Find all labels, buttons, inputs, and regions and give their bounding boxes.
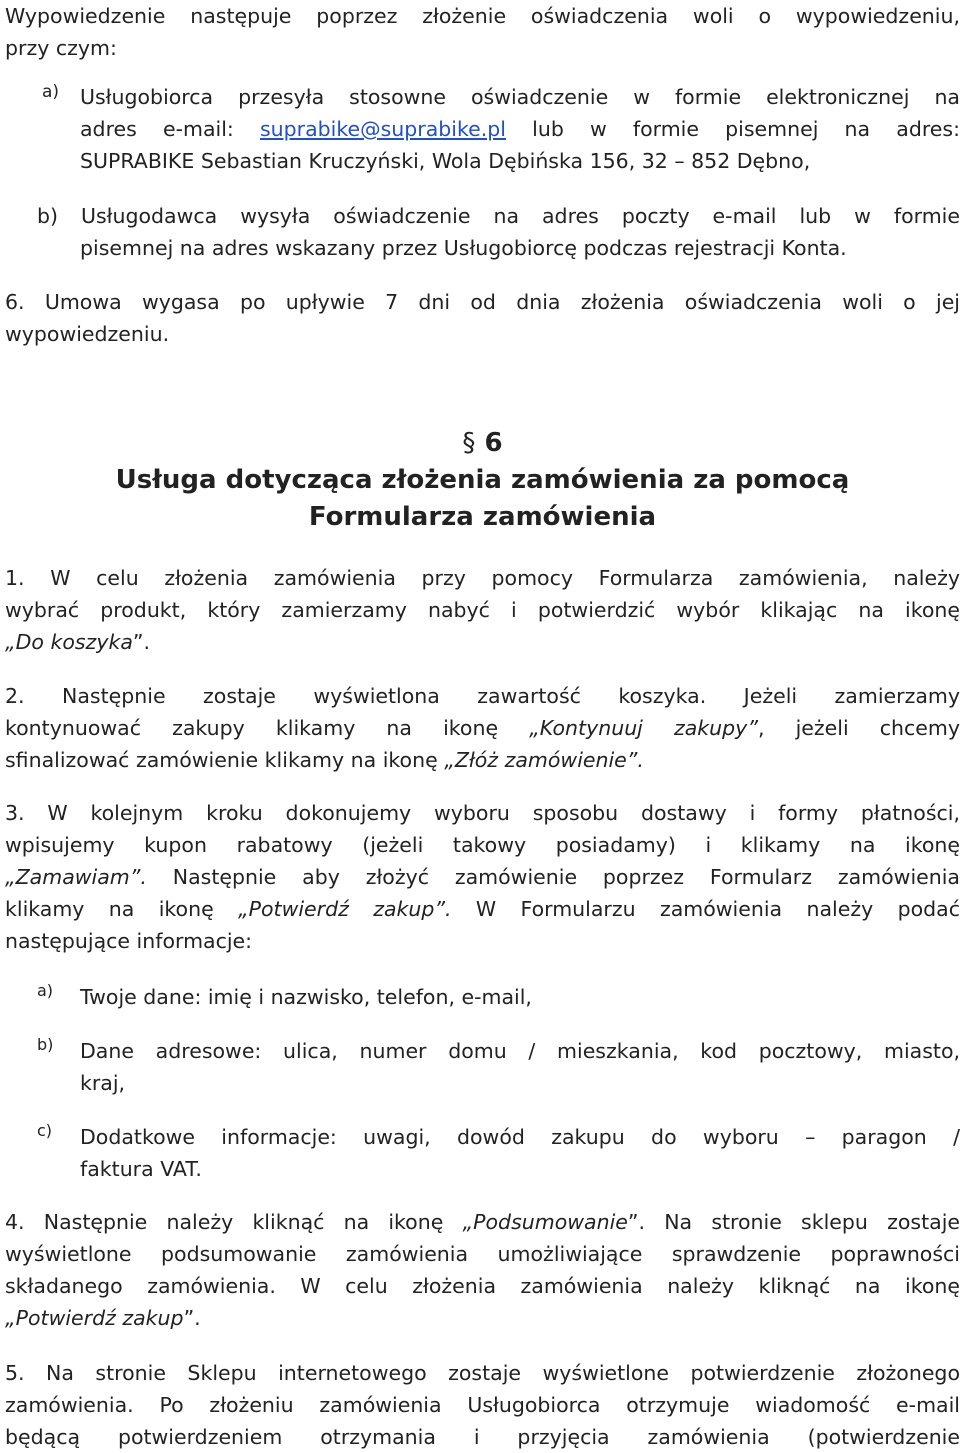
intro-line-1: Wypowiedzenie następuje poprzez złożenie oświadczenia woli o wypowiedzeniu, [5,4,960,28]
p2-line-3: sfinalizować zamówienie klikamy na ikonę „Złóż zamówienie”. [5,748,644,772]
p1-line-3: „Do koszyka”. [5,630,151,654]
item-b-line-2: pisemnej na adres wskazany przez Usługobiorcę podczas rejestracji Konta. [80,236,847,260]
section-title-line-1: Usługa dotycząca złożenia zamówienia za pomocą [115,465,850,495]
p5-line-1: 5. Na stronie Sklepu internetowego zostaje wyświetlone potwierdzenie złożonego [5,1361,960,1385]
list-item-line: Twoje dane: imię i nazwisko, telefon, e-mail, [80,985,532,1009]
list-marker: a) [37,981,54,1000]
paragraph-2 [5,680,960,776]
section-symbol: § [462,428,476,458]
intro-line-2: przy czym: [5,36,117,60]
order-info-item-a [5,981,960,1013]
termination-option-a [5,81,960,177]
list-marker: b) [37,1035,54,1054]
p3-line-3: „Zamawiam”. Następnie aby złożyć zamówienie poprzez Formularz zamówienia [5,865,960,889]
paragraph-4 [5,1206,960,1334]
p4-line-4: „Potwierdź zakup”. [5,1306,201,1330]
point-6-line-2: wypowiedzeniu. [5,322,170,346]
p1-line-2: wybrać produkt, który zamierzamy nabyć i potwierdzić wybór klikając na ikonę [5,598,960,622]
email-link[interactable]: suprabike@suprabike.pl [259,117,506,141]
list-marker: a) [42,82,60,102]
paragraph-1 [5,562,960,658]
list-item-line: Dane adresowe: ulica, numer domu / mieszkania, kod pocztowy, miasto, [80,1039,960,1063]
p1-line-1: 1. W celu złożenia zamówienia przy pomocy Formularza zamówienia, należy [5,566,960,590]
termination-option-b [5,200,960,264]
paragraph-3 [5,797,960,957]
section-title-line-2: Formularza zamówienia [308,502,657,532]
item-b-line-1: b) Usługodawca wysyła oświadczenie na adres poczty e-mail lub w formie [37,204,960,228]
p3-line-1: 3. W kolejnym kroku dokonujemy wyboru sposobu dostawy i formy płatności, [5,801,960,825]
list-marker: c) [37,1121,53,1140]
p4-line-2: wyświetlone podsumowanie zamówienia umożliwiające sprawdzenie poprawności [5,1242,960,1266]
p4-line-1: 4. Następnie należy kliknąć na ikonę „Podsumowanie”. Na stronie sklepu zostaje [5,1210,960,1234]
list-item-line: faktura VAT. [80,1157,202,1181]
p3-line-5: następujące informacje: [5,929,253,953]
paragraph-5 [5,1357,960,1453]
item-a-line-3: SUPRABIKE Sebastian Kruczyński, Wola Dębińska 156, 32 – 852 Dębno, [80,149,811,173]
section-heading [5,425,960,536]
order-info-item-c [5,1121,960,1185]
section-number: § 6 [462,428,503,458]
p2-line-2: kontynuować zakupy klikamy na ikonę „Kontynuuj zakupy”, jeżeli chcemy [5,716,960,740]
p5-line-2: zamówienia. Po złożeniu zamówienia Usługobiorca otrzymuje wiadomość e-mail [5,1393,960,1417]
p3-line-2: wpisujemy kupon rabatowy (jeżeli takowy posiadamy) i klikamy na ikonę [5,833,960,857]
list-item-line: Dodatkowe informacje: uwagi, dowód zakupu do wyboru – paragon / [80,1125,960,1149]
order-info-item-b [5,1035,960,1099]
list-item-line: kraj, [80,1071,126,1095]
item-a-line-2: adres e-mail: suprabike@suprabike.pl lub w formie pisemnej na adres: [80,117,960,141]
point-6-line-1: 6. Umowa wygasa po upływie 7 dni od dnia złożenia oświadczenia woli o jej [5,290,960,314]
item-a-line-1: Usługobiorca przesyła stosowne oświadczenie w formie elektronicznej na [80,85,960,109]
p2-line-1: 2. Następnie zostaje wyświetlona zawartość koszyka. Jeżeli zamierzamy [5,684,960,708]
p4-line-3: składanego zamówienia. W celu złożenia zamówienia należy kliknąć na ikonę [5,1274,960,1298]
point-6 [5,286,960,350]
p3-line-4: klikamy na ikonę „Potwierdź zakup”. W Formularzu zamówienia należy podać [5,897,960,921]
p5-line-3: będącą potwierdzeniem otrzymania i przyjęcia zamówienia (potwierdzenie [5,1425,960,1449]
